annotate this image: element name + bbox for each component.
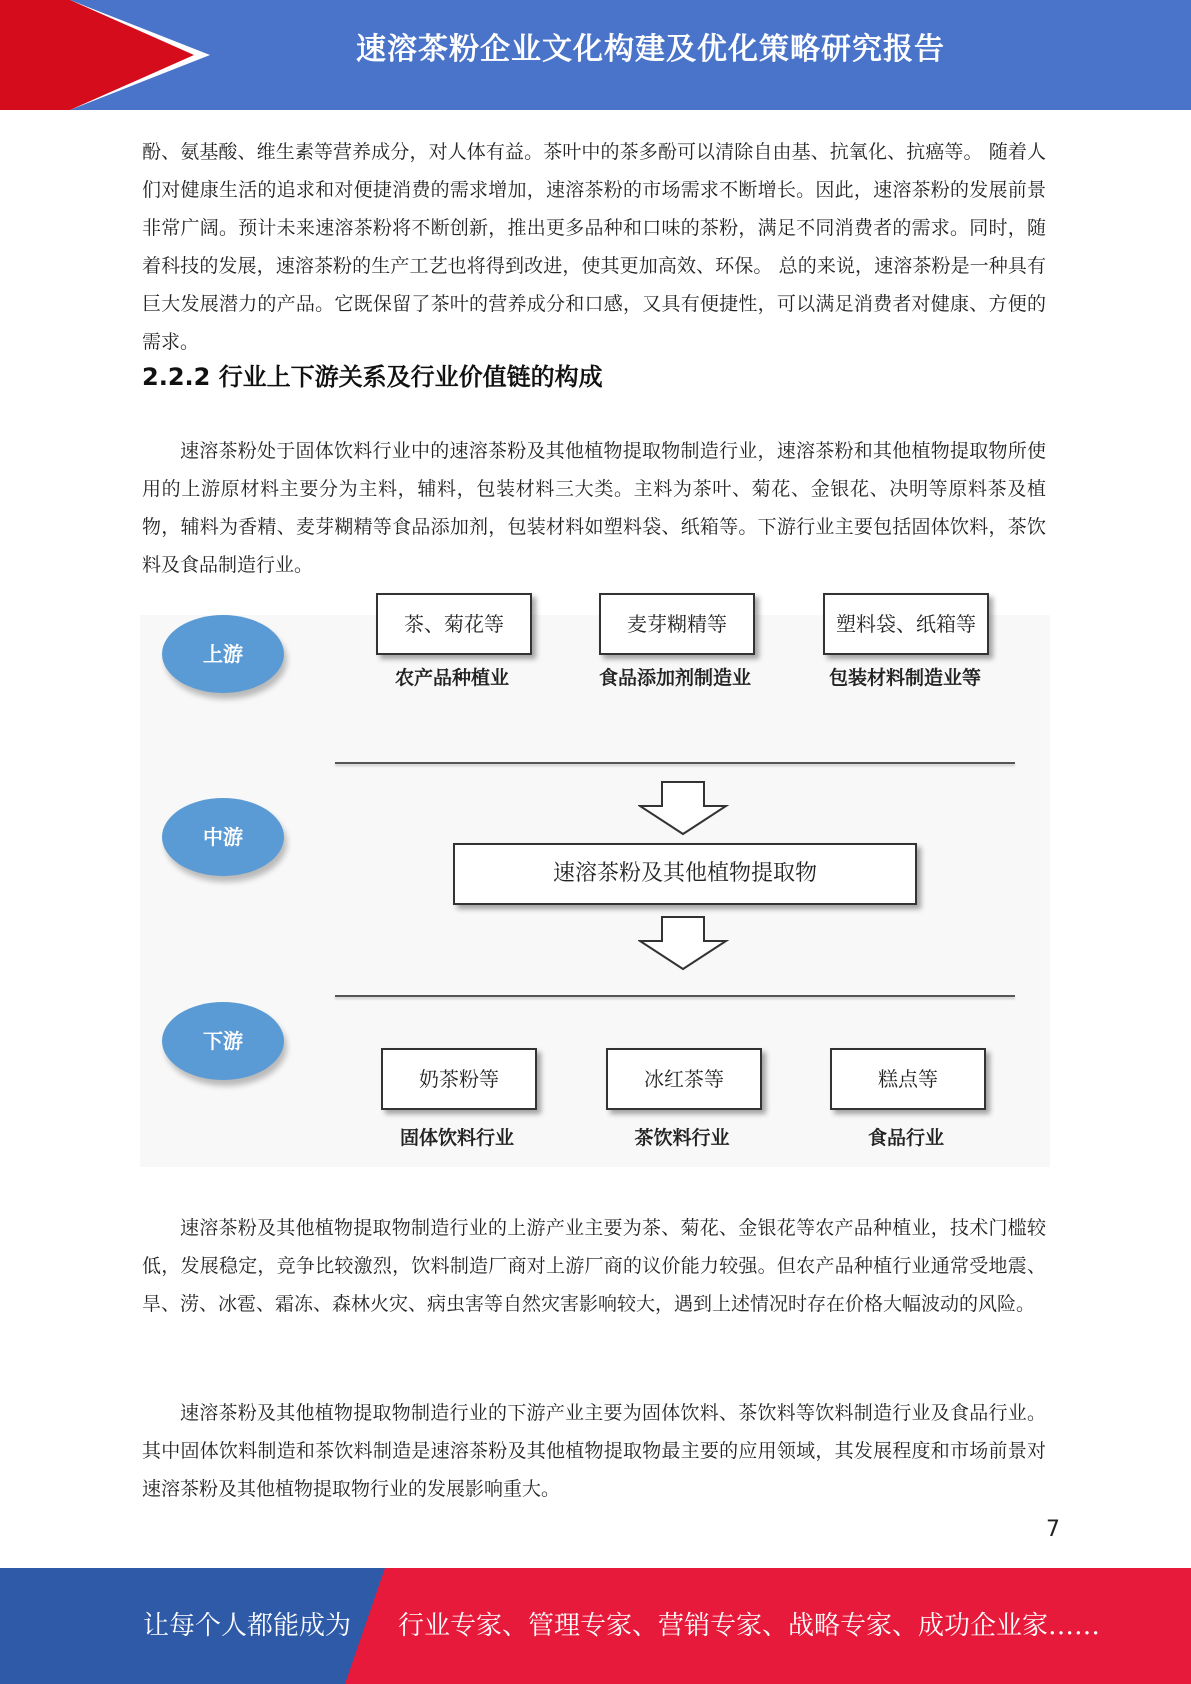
downstream-box-pastry: 糕点等 xyxy=(830,1048,986,1110)
stage-upstream-ellipse: 上游 xyxy=(162,615,284,693)
upstream-caption-agriculture: 农产品种植业 xyxy=(394,667,509,689)
value-chain-diagram xyxy=(140,612,1050,1167)
page-number: 7 xyxy=(1046,1517,1060,1542)
footer-slogan-left: 让每个人都能成为 xyxy=(143,1611,352,1641)
stage-downstream-ellipse: 下游 xyxy=(162,1002,284,1080)
upstream-box-tea: 茶、菊花等 xyxy=(376,593,532,655)
footer-slogan-right: 行业专家、管理专家、营销专家、战略专家、成功企业家…… xyxy=(398,1611,1101,1641)
upstream-caption-additives: 食品添加剂制造业 xyxy=(598,667,751,689)
upstream-box-packaging: 塑料袋、纸箱等 xyxy=(823,593,989,655)
paragraph-upstream: 速溶茶粉及其他植物提取物制造行业的上游产业主要为茶、菊花、金银花等农产品种植业，技术门槛较低，发展稳定，竞争比较激烈，饮料制造厂商对上游厂商的议价能力较强。但农产品种植行业通常受地震、旱、涝、冰雹、霜冻、森林火灾、病虫害等自然灾害影响较大，遇到上述情况时存在价格大幅波动的风险。 xyxy=(142,1217,1046,1315)
down-arrow-icon xyxy=(638,780,738,838)
paragraph-downstream: 速溶茶粉及其他植物提取物制造行业的下游产业主要为固体饮料、茶饮料等饮料制造行业及食品行业。其中固体饮料制造和茶饮料制造是速溶茶粉及其他植物提取物最主要的应用领域，其发展程度和市场前景对速溶茶粉及其他植物提取物行业的发展影响重大。 xyxy=(142,1402,1046,1500)
header-red-decoration xyxy=(0,0,70,110)
paragraph-intro-continued: 酚、氨基酸、维生素等营养成分，对人体有益。茶叶中的茶多酚可以清除自由基、抗氧化、抗癌等。 随着人们对健康生活的追求和对便捷消费的需求增加，速溶茶粉的市场需求不断增长。因此，速溶茶粉的发展前景非常广阔。预计未来速溶茶粉将不断创新，推出更多品种和口味的茶粉，满足不同消费者的需求。同时，随着科技的发展，速溶茶粉的生产工艺也将得到改进，使其更加高效、环保。 总的来说，速溶茶粉是一种具有巨大发展潜力的产品。它既保留了茶叶的营养成分和口感，又具有便捷性，可以满足消费者对健康、方便的需求。 xyxy=(142,141,1046,353)
down-arrow-icon xyxy=(638,915,738,973)
page-footer xyxy=(0,1568,1191,1684)
header-chevron xyxy=(70,0,194,110)
downstream-box-iced-tea: 冰红茶等 xyxy=(606,1048,762,1110)
downstream-box-milk-tea: 奶茶粉等 xyxy=(381,1048,537,1110)
downstream-caption-solid-beverage: 固体饮料行业 xyxy=(399,1127,514,1149)
divider-line-upper xyxy=(335,762,1015,764)
downstream-caption-food: 食品行业 xyxy=(867,1127,944,1149)
downstream-caption-tea-beverage: 茶饮料行业 xyxy=(634,1127,730,1149)
report-title: 速溶茶粉企业文化构建及优化策略研究报告 xyxy=(356,32,945,67)
upstream-box-maltodextrin: 麦芽糊精等 xyxy=(599,593,755,655)
midstream-box-instant-tea: 速溶茶粉及其他植物提取物 xyxy=(453,843,917,905)
divider-line-lower xyxy=(335,995,1015,997)
stage-midstream-ellipse: 中游 xyxy=(162,798,284,876)
section-heading: 2.2.2 行业上下游关系及行业价值链的构成 xyxy=(142,363,603,391)
paragraph-industry-position: 速溶茶粉处于固体饮料行业中的速溶茶粉及其他植物提取物制造行业，速溶茶粉和其他植物提取物所使用的上游原材料主要分为主料，辅料，包装材料三大类。主料为茶叶、菊花、金银花、决明等原料茶及植物，辅料为香精、麦芽糊精等食品添加剂，包装材料如塑料袋、纸箱等。下游行业主要包括固体饮料，茶饮料及食品制造行业。 xyxy=(142,440,1046,576)
upstream-caption-packaging: 包装材料制造业等 xyxy=(828,667,981,689)
page-header xyxy=(0,0,1191,110)
